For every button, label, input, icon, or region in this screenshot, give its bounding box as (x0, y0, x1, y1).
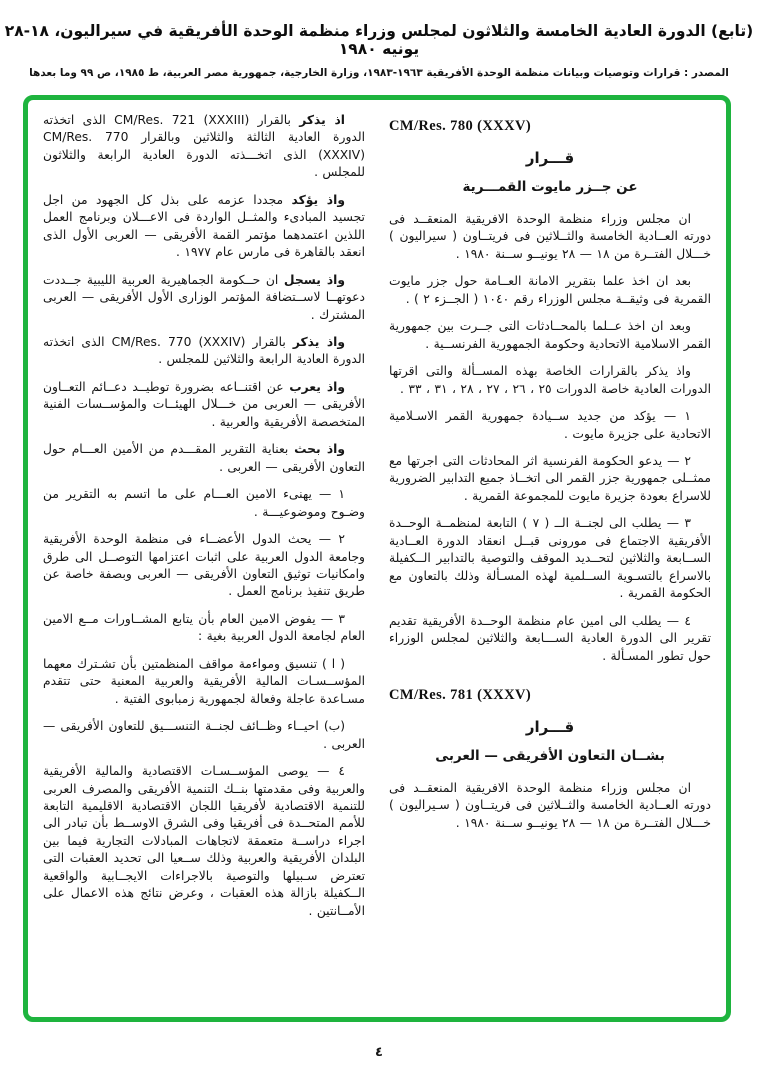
resolution-heading: قـــرار (525, 149, 575, 167)
paragraph-rest: عن اقتنــاعه بضرورة توطيــد دعــائم التعــاون الأفريقى — العربى من خـــلال الهيئــات والمؤســسات الفنية المتخصصة الأفريقية والعربية . (43, 379, 365, 429)
paragraph: ٣ — يفوض الامين العام بأن يتابع المشــاورات مــع الامين العام لجامعة الدول العربية بغية : (43, 611, 365, 644)
paragraph-rest: بالقرار CM/Res. 721 (XXXIII) الذى اتخذته الدورة العادية الثالثة والثلاثين وبالقرار CM/Res. 770 (XXXIV) الذى اتخـــذته الدورة العادية الرابعة والثلاثون للمجلس . (43, 113, 365, 180)
paragraph: ٢ — يدعو الحكومة الفرنسية اثر المحادثات التى اجرتها مع ممثــلى جمهورية جزر القمر الى اتخــاذ جميع التدابير الضرورية للاسراع بعودة جزيرة مايوت للمجموعة القمرية . (389, 453, 711, 503)
paragraph: ٤ — يوصى المؤســسـات الاقتصادية والمالية الأفريقية والعربية وفى مقدمتها بنــك التنمية الأفريقى والمصرف العربى للتنمية الاقتصادية لأفريقيا اللجان الاقتصادية الاقليمية التابعة للأمم المتحــدة فى أفريقيا وفى الشرق الاوســط بأن تبادر الى اجراء دراســة متعمقة لاتجاهات المبادلات التجارية فيما بين البلدان الأفريقية والعربية وذلك ســعيا الى تحديد العقبات التى تعترض سـبيلها والتوصية بالاجراءات الايجــابية والواقعية الــكفيلة بازالة هذه العقبات ، وعرض نتائج هذه الاعمال على الأمــانتين . (43, 764, 365, 918)
paragraph: (ب) احيــاء وظــائف لجنــة التنســـيق للتعاون الأفريقى — العربى . (43, 719, 365, 751)
paragraph-rest: بالقرار CM/Res. 770 (XXXIV) الذى اتخذته الدورة العادية الرابعة والثلاثين للمجلس . (43, 334, 365, 367)
paragraph-lead: واذ يذكر (292, 334, 345, 349)
two-column-text-area (28, 100, 726, 1017)
paragraph: بعد ان اخذ علما بتقرير الامانة العــامة حول جزر مايوت القمرية فى وثيقــة مجلس الوزراء رقم ١٠٤٠ ( الجــزء ٢ ) . (389, 274, 711, 306)
page-number: ٤ (375, 1045, 383, 1060)
paragraph: ٢ — يحث الدول الأعضــاء فى منظمة الوحدة الأفريقية وجامعة الدول العربية على اثبات اعتزامها التوصــل الى طرق وامكانيات توثيق التعاون الأفريقى — العربى وبصفة خاصة عن طريق تنفيذ برنامج العمل . (43, 532, 365, 599)
left-column (43, 112, 365, 1007)
green-border-frame (23, 95, 731, 1022)
paragraph: ( ا ) تنسيق ومواءمة مواقف المنظمتين بأن تشـترك معهما المؤســسـات المالية الأفريقية والعربية المعنية حتى تتقدم مسـاعدة عاجلة وفعالة لجمهورية زمبابوى الفتية . (43, 656, 365, 706)
paragraph (43, 112, 365, 182)
paragraph: ٣ — يطلب الى لجنــة الــ ( ٧ ) التابعة لمنظمــة الوحــدة الأفريقية الاجتماع فى مورونى قبــل انعقاد الدورة العــادية الســابعة والثلاثين لتحــديد الموقف والتوصية بالتدابير الــكفيلة بالاسراع بالتسـوية الســلمية لهذه المسـألة وذلك بالتعاون مع الحكومة القمرية . (389, 516, 711, 601)
paragraph: ان مجلس وزراء منظمة الوحدة الافريقية المنعقــد فى دورته العــادية الخامسة والثــلاثين فى فريتــاون ( سيراليون ) خـــلال الفتــرة من ١٨ — ٢٨ يونيــو ســنة ١٩٨٠ . (389, 212, 711, 261)
paragraph (43, 379, 365, 431)
paragraph: ١ — يؤكد من جديد ســيادة جمهورية القمر الاسـلامية الاتحادية على جزيرة مايوت . (389, 409, 711, 441)
paragraph (43, 441, 365, 476)
resolution-number-781: CM/Res. 781 (XXXV) (389, 686, 532, 703)
resolution-subject-afro-arab: بشــان التعاون الأفريقى — العربى (435, 747, 665, 764)
paragraph: ١ — يهنىء الامين العـــام على ما اتسم به التقرير من وضـوح وموضوعيـــة . (43, 487, 365, 519)
paragraph-lead: اذ يذكر (299, 113, 346, 127)
paragraph: واذ يذكر بالقرارات الخاصة بهذه المســألة والتى اقرتها الدورات العادية خاصة الدورات ٢٥ ، ٢٦ ، ٢٧ ، ٢٨ ، ٣١ ، ٣٣ . (389, 364, 711, 396)
header-title: (تابع) الدورة العادية الخامسة والثلاثون لمجلس وزراء منظمة الوحدة الأفريقية في سيراليون، ١٨-٢٨ يونيه ١٩٨٠ (4, 22, 754, 58)
paragraph-lead: واذ بحث (294, 442, 345, 457)
paragraph: وبعد ان اخذ عــلما بالمحــادثات التى جــرت بين جمهورية القمر الاسلامية الاتحادية وحكومة الجمهورية الفرنســية . (389, 319, 711, 351)
paragraph-rest: بعناية التقرير المقـــدم من الأمين العـــام حول التعاون الأفريقى — العربى . (43, 442, 365, 474)
paragraph: ٤ — يطلب الى امين عام منظمة الوحــدة الأفريقية تقديم تقرير الى الدورة العادية الســـابعة والثلاثين لمجلس الوزراء حول تطور المسـألة . (389, 613, 711, 663)
paragraph-rest: مجددا عزمه على بذل كل الجهود من اجل تجسيد المبادىء والمثــل الواردة فى الاعـــلان وبرنامج العمل اللذين اعتمدهما مؤتمر القمة الأفريقى — العربى الأول الذى انعقد بالقاهرة فى مارس عام ١٩٧٧ . (43, 192, 365, 260)
resolution-number-780: CM/Res. 780 (XXXV) (389, 118, 532, 134)
paragraph-rest: ان حــكومة الجماهيرية العربية الليبية جــددت دعوتهــا لاســتضافة المؤتمر الوزارى الأول الأفريقى — العربى المشترك . (43, 272, 365, 322)
right-column (389, 112, 711, 1007)
paragraph (43, 272, 365, 324)
paragraph (43, 334, 365, 369)
header-source-line: المصدر : قرارات وتوصيات وبيانات منظمة الوحدة الأفريقية ١٩٦٣-١٩٨٣، وزارة الخارجية، جمهورية مصر العربية، ط ١٩٨٥، ص ٩٩ وما بعدها (29, 67, 729, 79)
resolution-subject-mayotte: عن جــزر مايوت القمـــرية (462, 179, 638, 195)
paragraph-lead: واذ يسجل (283, 272, 345, 287)
paragraph-lead: واذ يعرب (289, 379, 345, 394)
page-header (0, 22, 758, 79)
paragraph (43, 192, 365, 262)
paragraph-lead: واذ يؤكد (291, 192, 345, 207)
resolution-heading: قـــرار (525, 717, 575, 736)
paragraph: ان مجلس وزراء منظمة الوحدة الافريقية المنعقــد فى دورته العــادية الخامسة والثــلاثين فى فريتــاون ( سـيراليون ) خـــلال الفتــرة من ١٨ — ٢٨ يونيــو ســنة ١٩٨٠ . (389, 780, 711, 830)
